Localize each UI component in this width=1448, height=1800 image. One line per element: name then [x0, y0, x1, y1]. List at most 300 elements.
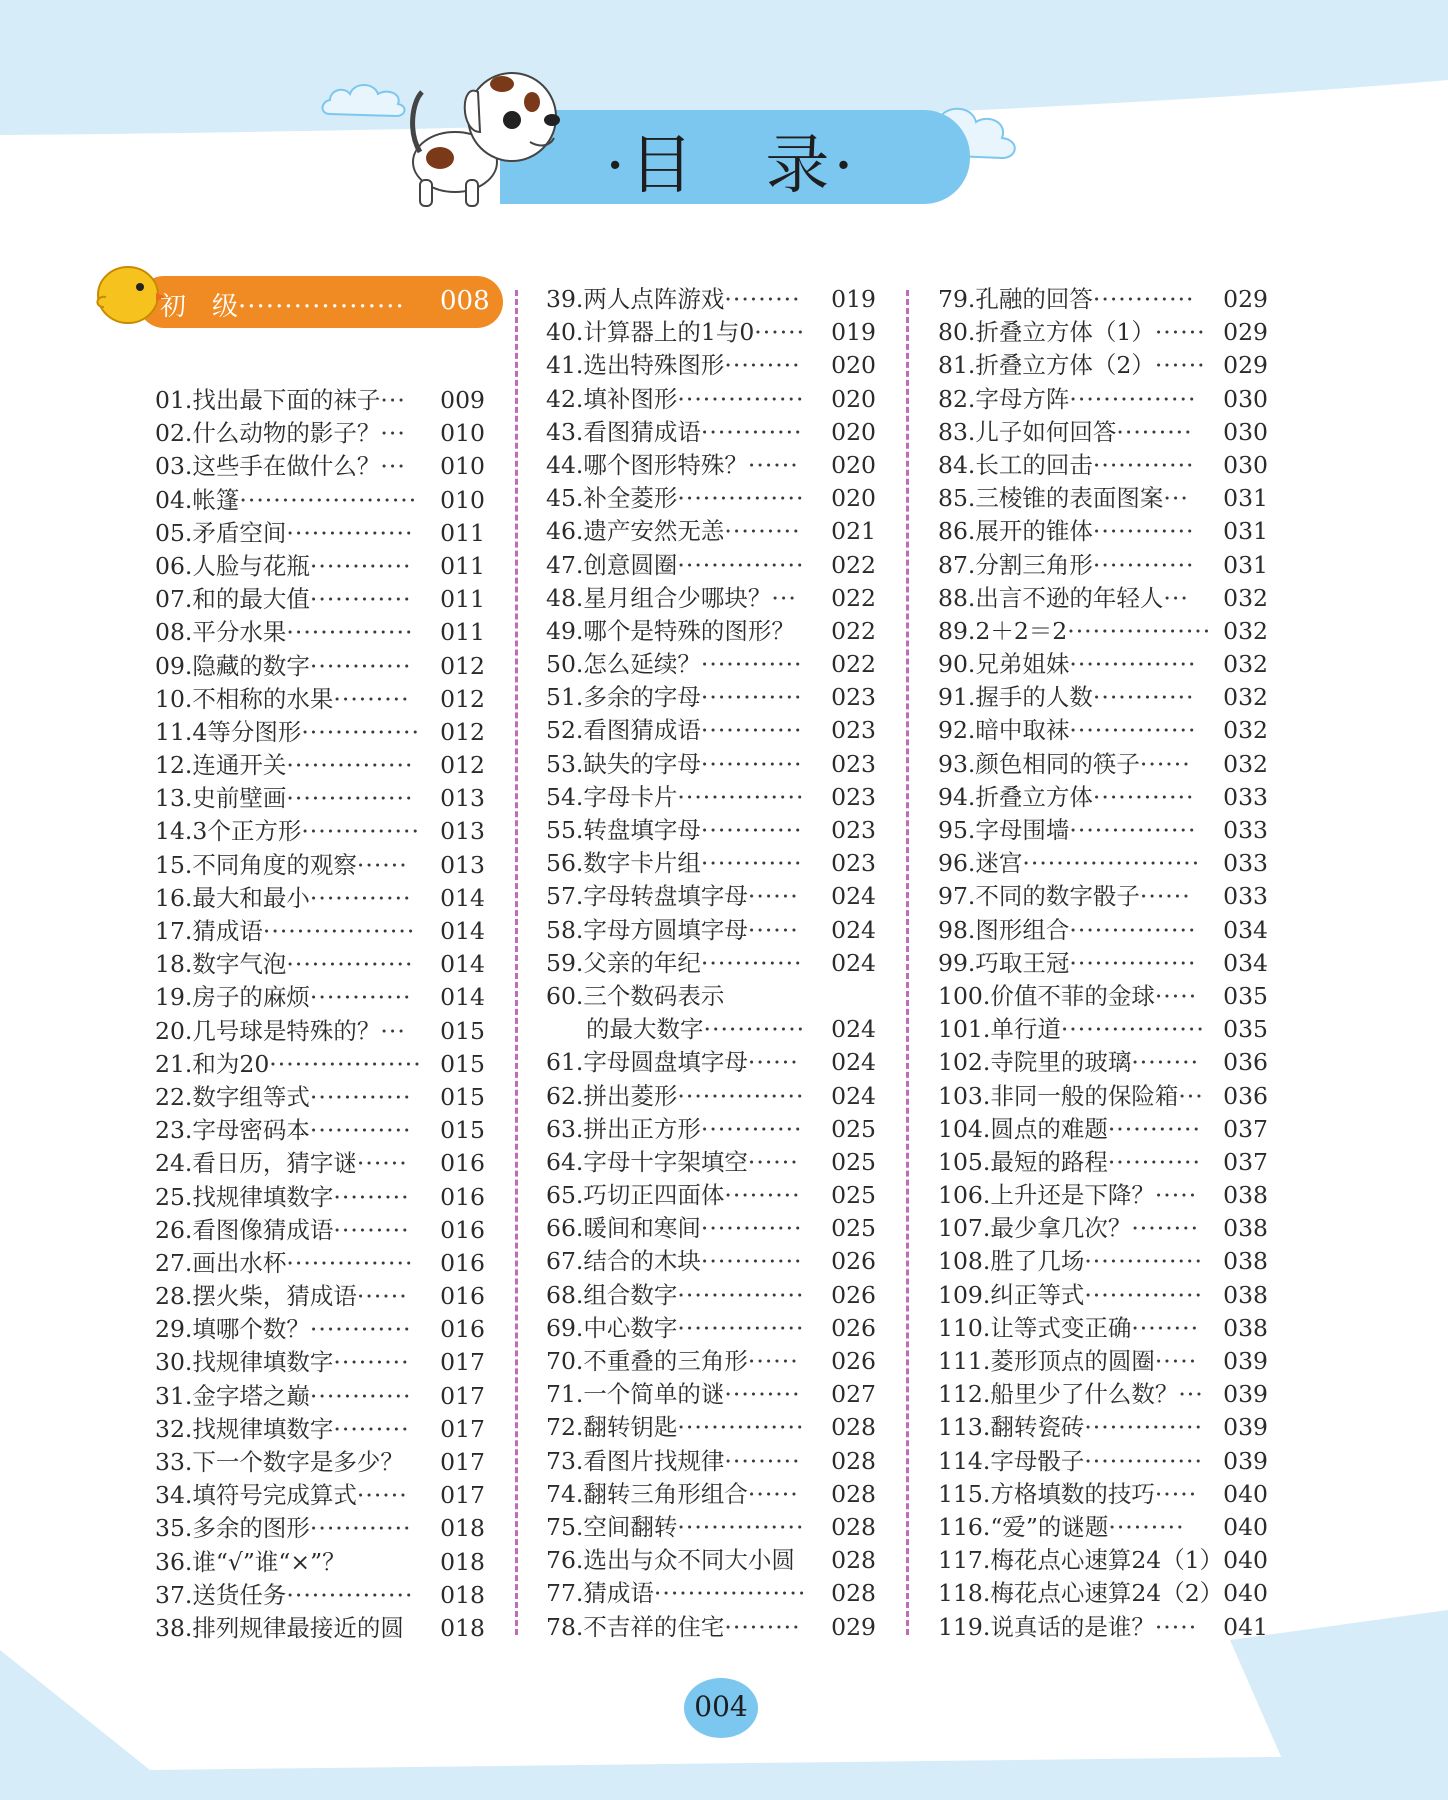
toc-entry-page: 014 — [440, 917, 485, 945]
toc-entry[interactable] — [155, 1446, 485, 1479]
toc-entry-leader: ············ — [1092, 285, 1195, 313]
toc-entry[interactable] — [938, 714, 1268, 747]
toc-entry[interactable] — [155, 716, 485, 749]
toc-entry[interactable] — [155, 915, 485, 948]
toc-entry-page: 017 — [440, 1481, 485, 1510]
toc-entry-title: 巧切正四面体 — [583, 1181, 725, 1210]
toc-entry[interactable] — [546, 1080, 876, 1113]
toc-entry-number: 114. — [938, 1446, 991, 1475]
toc-entry-leader: ·············· — [1084, 1446, 1203, 1475]
page-title: ·目 录· — [605, 129, 858, 203]
toc-entry-number: 31. — [155, 1381, 193, 1410]
toc-entry-page: 038 — [1223, 1313, 1268, 1342]
toc-entry[interactable] — [938, 1411, 1268, 1444]
toc-entry-leader: ······ — [1139, 749, 1191, 778]
toc-entry-leader: ············ — [700, 683, 803, 712]
toc-entry-number: 112. — [938, 1380, 991, 1409]
toc-entry[interactable] — [155, 650, 485, 683]
toc-entry[interactable] — [155, 1380, 485, 1413]
toc-entry[interactable] — [938, 1445, 1268, 1478]
toc-entry-page: 016 — [440, 1282, 485, 1311]
toc-entry-number: 75. — [546, 1512, 584, 1541]
toc-entry-leader: ··············· — [1069, 816, 1197, 844]
toc-entry-leader: ············ — [309, 651, 412, 680]
toc-entry-page: 034 — [1223, 948, 1268, 977]
toc-entry-title: 字母方阵 — [975, 384, 1070, 413]
toc-entry[interactable] — [546, 349, 876, 382]
toc-entry-title: 哪个是特殊的图形？ — [583, 616, 795, 645]
toc-entry-number: 98. — [938, 915, 976, 944]
toc-entry[interactable] — [155, 517, 485, 550]
toc-entry-leader: ········ — [1131, 1313, 1200, 1342]
toc-entry-title: 胜了几场 — [990, 1247, 1085, 1276]
toc-entry-title: 翻转瓷砖 — [990, 1413, 1085, 1442]
toc-entry[interactable] — [546, 1146, 876, 1179]
toc-entry[interactable] — [155, 583, 485, 616]
toc-entry[interactable] — [938, 648, 1268, 681]
toc-entry[interactable] — [155, 749, 485, 782]
toc-entry-title: 圆点的难题 — [990, 1114, 1108, 1143]
toc-entry-page: 019 — [831, 285, 876, 313]
toc-entry-leader: ············ — [703, 1015, 806, 1044]
toc-entry[interactable] — [546, 1013, 876, 1046]
toc-entry[interactable] — [546, 1378, 876, 1411]
toc-entry-number: 26. — [155, 1215, 193, 1244]
toc-entry-title: 拼出菱形 — [583, 1081, 678, 1110]
toc-entry[interactable] — [546, 1179, 876, 1212]
toc-entry[interactable] — [546, 582, 876, 615]
toc-entry[interactable] — [546, 648, 876, 681]
toc-entry-leader: ··········· — [1107, 1114, 1201, 1143]
toc-entry[interactable] — [546, 1577, 876, 1610]
toc-entry-title: 寺院里的玻璃 — [990, 1048, 1132, 1077]
toc-entry-page: 029 — [1223, 318, 1268, 347]
toc-entry[interactable] — [938, 615, 1268, 648]
toc-entry[interactable] — [938, 1312, 1268, 1345]
toc-entry-page: 029 — [1223, 285, 1268, 313]
toc-entry-leader: ············ — [309, 883, 412, 912]
toc-entry[interactable] — [938, 416, 1268, 449]
toc-entry[interactable] — [546, 1411, 876, 1444]
toc-entry[interactable] — [938, 681, 1268, 714]
toc-entry[interactable] — [155, 550, 485, 583]
toc-entry-number: 101. — [938, 1015, 991, 1044]
toc-entry-page: 040 — [1223, 1546, 1268, 1575]
toc-entry[interactable] — [155, 1147, 485, 1180]
toc-entry-number: 11. — [155, 717, 193, 746]
toc-entry[interactable] — [155, 683, 485, 716]
toc-entry[interactable] — [938, 515, 1268, 548]
toc-entry[interactable] — [546, 880, 876, 913]
toc-entry-page: 033 — [1223, 816, 1268, 844]
toc-entry-number: 99. — [938, 948, 976, 977]
toc-entry[interactable] — [546, 847, 876, 880]
toc-entry[interactable] — [546, 1279, 876, 1312]
toc-entry[interactable] — [546, 1212, 876, 1245]
toc-entry-leader: ··············· — [286, 618, 414, 647]
toc-entry[interactable] — [938, 880, 1268, 913]
toc-entry-page: 040 — [1223, 1479, 1268, 1508]
toc-entry-number: 59. — [546, 948, 584, 977]
toc-entry-number: 118. — [938, 1579, 991, 1608]
toc-entry-leader: ········· — [724, 285, 801, 313]
toc-entry[interactable] — [155, 1612, 485, 1645]
toc-entry[interactable] — [546, 615, 876, 648]
toc-entry-leader: ············ — [700, 948, 803, 977]
toc-entry-number: 107. — [938, 1214, 991, 1243]
toc-entry-page: 029 — [831, 1612, 876, 1641]
toc-entry[interactable] — [155, 1579, 485, 1612]
toc-entry-number: 20. — [155, 1016, 193, 1045]
toc-entry-number: 87. — [938, 550, 976, 579]
toc-entry-number: 08. — [155, 618, 193, 647]
toc-entry[interactable] — [546, 1046, 876, 1079]
toc-entry-leader: ······ — [356, 1481, 408, 1510]
toc-entry[interactable] — [938, 1179, 1268, 1212]
toc-entry[interactable] — [938, 847, 1268, 880]
toc-entry[interactable] — [546, 781, 876, 814]
toc-entry-page: 032 — [1223, 716, 1268, 745]
toc-entry-leader: ············ — [309, 551, 412, 580]
toc-entry[interactable] — [155, 384, 485, 417]
toc-entry-number: 28. — [155, 1282, 193, 1311]
toc-entry[interactable] — [155, 1247, 485, 1280]
toc-entry-leader: ··············· — [1069, 948, 1197, 977]
toc-entry-leader: ············ — [700, 749, 803, 778]
toc-entry-page: 039 — [1223, 1413, 1268, 1442]
toc-entry-leader: ····· — [1154, 1479, 1198, 1508]
toc-entry[interactable] — [155, 484, 485, 517]
toc-entry[interactable] — [155, 1048, 485, 1081]
toc-entry-leader: ················· — [1060, 1015, 1205, 1044]
toc-entry-title: 说真话的是谁？ — [990, 1612, 1155, 1641]
toc-entry-leader: ·············· — [1084, 1280, 1203, 1309]
toc-entry[interactable] — [155, 1546, 485, 1579]
toc-entry[interactable] — [546, 515, 876, 548]
toc-entry[interactable] — [938, 914, 1268, 947]
toc-entry[interactable] — [938, 482, 1268, 515]
toc-entry-number: 103. — [938, 1081, 991, 1110]
level-label: 初 级·················· — [160, 292, 405, 322]
toc-entry-leader: ··············· — [677, 550, 805, 579]
toc-entry-number: 18. — [155, 950, 193, 979]
toc-entry-title: 找规律填数字 — [192, 1348, 334, 1377]
toc-entry-page: 033 — [1223, 882, 1268, 911]
toc-entry[interactable] — [938, 1378, 1268, 1411]
toc-entry-number: 105. — [938, 1147, 991, 1176]
toc-entry[interactable] — [938, 1113, 1268, 1146]
toc-entry-number: 47. — [546, 550, 584, 579]
toc-entry-number: 88. — [938, 583, 976, 612]
toc-entry[interactable] — [155, 1015, 485, 1048]
toc-entry[interactable] — [938, 947, 1268, 980]
toc-entry[interactable] — [938, 1345, 1268, 1378]
toc-entry-page: 024 — [831, 882, 876, 911]
toc-entry[interactable] — [546, 1478, 876, 1511]
toc-entry[interactable] — [546, 383, 876, 416]
toc-entry-leader: ····················· — [1022, 849, 1201, 878]
toc-entry-title: 梅花点心速算24（2） — [990, 1579, 1224, 1608]
toc-entry-page: 028 — [831, 1546, 876, 1575]
toc-entry-number: 14. — [155, 817, 193, 846]
toc-entry[interactable] — [155, 1181, 485, 1214]
toc-entry-page: 011 — [440, 618, 485, 647]
toc-entry[interactable] — [938, 383, 1268, 416]
toc-entry-number: 53. — [546, 749, 584, 778]
toc-entry-leader: ········ — [1131, 1214, 1200, 1243]
toc-entry[interactable] — [546, 316, 876, 349]
toc-entry-page: 009 — [440, 386, 485, 414]
toc-entry-number: 57. — [546, 882, 584, 911]
toc-entry-number: 32. — [155, 1414, 193, 1443]
toc-entry[interactable] — [938, 1544, 1268, 1577]
toc-entry-number: 67. — [546, 1247, 584, 1276]
toc-entry[interactable] — [938, 1577, 1268, 1610]
toc-entry[interactable] — [938, 349, 1268, 382]
toc-entry-title: 和为20 — [192, 1049, 270, 1078]
toc-entry-title: 缺失的字母 — [583, 749, 701, 778]
toc-entry-leader: ··· — [1163, 583, 1189, 612]
toc-entry[interactable] — [155, 1114, 485, 1147]
toc-entry[interactable] — [938, 316, 1268, 349]
toc-entry[interactable] — [546, 416, 876, 449]
toc-entry-page: 013 — [440, 850, 485, 879]
toc-entry-page: 040 — [1223, 1579, 1268, 1608]
toc-entry[interactable] — [155, 1479, 485, 1512]
toc-entry[interactable] — [546, 947, 876, 980]
toc-entry-title: 填符号完成算式 — [192, 1481, 357, 1510]
toc-entry[interactable] — [938, 1046, 1268, 1079]
toc-entry[interactable] — [938, 283, 1268, 316]
toc-entry[interactable] — [938, 781, 1268, 814]
toc-entry[interactable] — [938, 582, 1268, 615]
toc-entry[interactable] — [938, 748, 1268, 781]
toc-entry-page: 015 — [440, 1082, 485, 1111]
toc-entry-number: 52. — [546, 716, 584, 745]
toc-entry-leader: ············ — [700, 1114, 803, 1143]
toc-entry[interactable] — [155, 1081, 485, 1114]
toc-entry-number: 92. — [938, 716, 976, 745]
toc-entry-page: 014 — [440, 950, 485, 979]
toc-entry[interactable] — [938, 1080, 1268, 1113]
toc-entry[interactable] — [938, 1279, 1268, 1312]
toc-entry-page: 032 — [1223, 683, 1268, 712]
toc-entry-leader: ··········· — [1107, 1147, 1201, 1176]
toc-entry-leader: ········· — [333, 1414, 410, 1443]
toc-entry[interactable] — [938, 1611, 1268, 1644]
toc-entry[interactable] — [546, 283, 876, 316]
toc-entry-title: 补全菱形 — [583, 484, 678, 513]
toc-entry[interactable] — [546, 1544, 876, 1577]
toc-entry-number: 63. — [546, 1114, 584, 1143]
toc-entry[interactable] — [546, 681, 876, 714]
toc-entry[interactable] — [938, 1245, 1268, 1278]
toc-entry-page: 024 — [831, 915, 876, 944]
toc-entry-page: 019 — [831, 318, 876, 347]
toc-entry-number: 30. — [155, 1348, 193, 1377]
toc-entry-leader: ············ — [309, 1514, 412, 1543]
toc-entry-leader: ········· — [333, 1348, 410, 1377]
toc-entry-title: 折叠立方体（2） — [975, 351, 1155, 380]
toc-entry-page: 023 — [831, 816, 876, 844]
toc-entry-page: 011 — [440, 551, 485, 580]
toc-entry-title: 谁“√”谁“×”？ — [192, 1547, 346, 1576]
toc-entry-title: 怎么延续？ — [583, 650, 701, 679]
toc-entry-leader: ··· — [380, 419, 406, 448]
toc-entry-title: 字母转盘填字母 — [583, 882, 748, 911]
toc-entry[interactable] — [155, 1280, 485, 1313]
toc-entry[interactable] — [546, 449, 876, 482]
toc-entry-leader: ············ — [1092, 450, 1195, 479]
toc-entry-page: 029 — [1223, 351, 1268, 380]
toc-entry-leader: ··············· — [286, 1580, 414, 1609]
toc-entry-title: 平分水果 — [192, 618, 287, 647]
toc-entry[interactable] — [938, 449, 1268, 482]
toc-entry[interactable] — [546, 1312, 876, 1345]
toc-entry-title: 让等式变正确 — [990, 1313, 1132, 1342]
toc-entry[interactable] — [155, 1214, 485, 1247]
toc-entry-page: 027 — [831, 1380, 876, 1409]
toc-entry-page: 021 — [831, 517, 876, 546]
toc-entry[interactable] — [546, 1245, 876, 1278]
toc-entry-page: 035 — [1223, 981, 1268, 1010]
toc-entry[interactable] — [155, 981, 485, 1014]
toc-entry[interactable] — [546, 980, 876, 1013]
toc-entry-title: 巧取王冠 — [975, 948, 1070, 977]
toc-entry-title: 最大和最小 — [192, 883, 310, 912]
column-divider-2 — [906, 290, 909, 1635]
toc-entry[interactable] — [546, 1511, 876, 1544]
toc-entry-leader: ··············· — [677, 1081, 805, 1110]
toc-entry[interactable] — [546, 914, 876, 947]
toc-entry-leader: ······ — [1139, 882, 1191, 911]
toc-entry-number: 10. — [155, 684, 193, 713]
page-number: 004 — [694, 1690, 748, 1723]
toc-entry-leader: ······ — [747, 450, 799, 479]
toc-entry-leader: ················· — [1067, 616, 1212, 645]
toc-entry[interactable] — [546, 714, 876, 747]
toc-entry[interactable] — [155, 616, 485, 649]
toc-entry-title: 纠正等式 — [990, 1280, 1085, 1309]
toc-entry[interactable] — [546, 748, 876, 781]
toc-entry-number: 04. — [155, 485, 193, 514]
cloud-left-icon — [318, 78, 408, 120]
toc-entry-leader: ··············· — [677, 1313, 805, 1342]
toc-entry-number: 104. — [938, 1114, 991, 1143]
toc-entry-page: 023 — [831, 782, 876, 811]
toc-entry[interactable] — [546, 1113, 876, 1146]
toc-entry-leader: ······ — [1154, 351, 1206, 380]
toc-entry-title: 父亲的年纪 — [583, 948, 701, 977]
toc-entry[interactable] — [546, 814, 876, 847]
toc-entry-page: 039 — [1223, 1446, 1268, 1475]
toc-entry-leader: ············ — [1092, 550, 1195, 579]
toc-entry-number: 51. — [546, 683, 584, 712]
toc-entry-title: 菱形顶点的圆圈 — [990, 1347, 1155, 1375]
toc-entry-page: 010 — [440, 452, 485, 481]
toc-entry-leader: ··············· — [1069, 384, 1197, 413]
toc-entry-title: 折叠立方体 — [975, 782, 1093, 811]
toc-entry[interactable] — [938, 814, 1268, 847]
toc-entry[interactable] — [155, 450, 485, 483]
toc-entry-title: 4等分图形 — [192, 717, 302, 746]
toc-entry-leader: ············ — [309, 585, 412, 614]
toc-entry-number: 82. — [938, 384, 976, 413]
toc-entry-leader: ·············· — [301, 717, 420, 746]
toc-entry[interactable] — [155, 1512, 485, 1545]
toc-entry-page: 013 — [440, 784, 485, 813]
toc-entry-page: 025 — [831, 1214, 876, 1243]
toc-entry[interactable] — [546, 1445, 876, 1478]
toc-entry[interactable] — [155, 1346, 485, 1379]
toc-entry-number: 62. — [546, 1081, 584, 1110]
toc-entry[interactable] — [938, 1013, 1268, 1046]
toc-entry-number: 15. — [155, 850, 193, 879]
toc-entry-page: 016 — [440, 1248, 485, 1277]
toc-entry-title: 3个正方形 — [192, 817, 302, 846]
toc-entry[interactable] — [155, 948, 485, 981]
toc-entry-number: 25. — [155, 1182, 193, 1211]
toc-entry-number: 46. — [546, 517, 584, 546]
toc-entry[interactable] — [155, 849, 485, 882]
toc-entry[interactable] — [938, 1478, 1268, 1511]
toc-entry[interactable] — [155, 1413, 485, 1446]
toc-entry-page: 012 — [440, 651, 485, 680]
toc-entry-title: 找规律填数字 — [192, 1182, 334, 1211]
toc-entry-leader: ··· — [1178, 1081, 1204, 1110]
toc-entry-number: 79. — [938, 285, 976, 313]
toc-entry[interactable] — [155, 782, 485, 815]
toc-entry-title: 创意圆圈 — [583, 550, 678, 579]
toc-entry-leader: ······ — [747, 915, 799, 944]
toc-entry[interactable] — [938, 549, 1268, 582]
toc-entry-title: 兄弟姐妹 — [975, 650, 1070, 679]
toc-entry-page: 023 — [831, 716, 876, 745]
toc-entry-number: 80. — [938, 318, 976, 347]
toc-entry[interactable] — [546, 1345, 876, 1378]
toc-entry-title: 星月组合少哪块？ — [583, 583, 772, 612]
toc-entry[interactable] — [546, 1611, 876, 1644]
toc-entry-title: 儿子如何回答 — [975, 417, 1117, 446]
toc-entry-title: 几号球是特殊的？ — [192, 1016, 381, 1045]
toc-entry-number: 64. — [546, 1147, 584, 1176]
toc-entry-title: 什么动物的影子？ — [192, 419, 381, 448]
toc-entry-leader: ············ — [700, 417, 803, 446]
toc-entry-number: 106. — [938, 1181, 991, 1210]
toc-entry[interactable] — [155, 815, 485, 848]
toc-entry[interactable] — [546, 549, 876, 582]
toc-entry[interactable] — [155, 1313, 485, 1346]
toc-entry[interactable] — [938, 1511, 1268, 1544]
toc-entry-page: 031 — [1223, 550, 1268, 579]
toc-entry-page: 011 — [440, 518, 485, 547]
toc-entry[interactable] — [546, 482, 876, 515]
toc-entry-title: 单行道 — [990, 1015, 1061, 1044]
toc-entry-number: 43. — [546, 417, 584, 446]
toc-entry-page: 016 — [440, 1149, 485, 1178]
toc-entry[interactable] — [938, 1212, 1268, 1245]
toc-entry[interactable] — [155, 417, 485, 450]
toc-entry[interactable] — [155, 882, 485, 915]
toc-entry-page: 015 — [440, 1049, 485, 1078]
toc-entry-number: 91. — [938, 683, 976, 712]
toc-entry[interactable] — [938, 980, 1268, 1013]
toc-entry-leader: ········· — [333, 1215, 410, 1244]
toc-entry-page: 026 — [831, 1313, 876, 1342]
toc-entry[interactable] — [938, 1146, 1268, 1179]
toc-entry-number: 81. — [938, 351, 976, 380]
toc-entry-number: 95. — [938, 816, 976, 844]
